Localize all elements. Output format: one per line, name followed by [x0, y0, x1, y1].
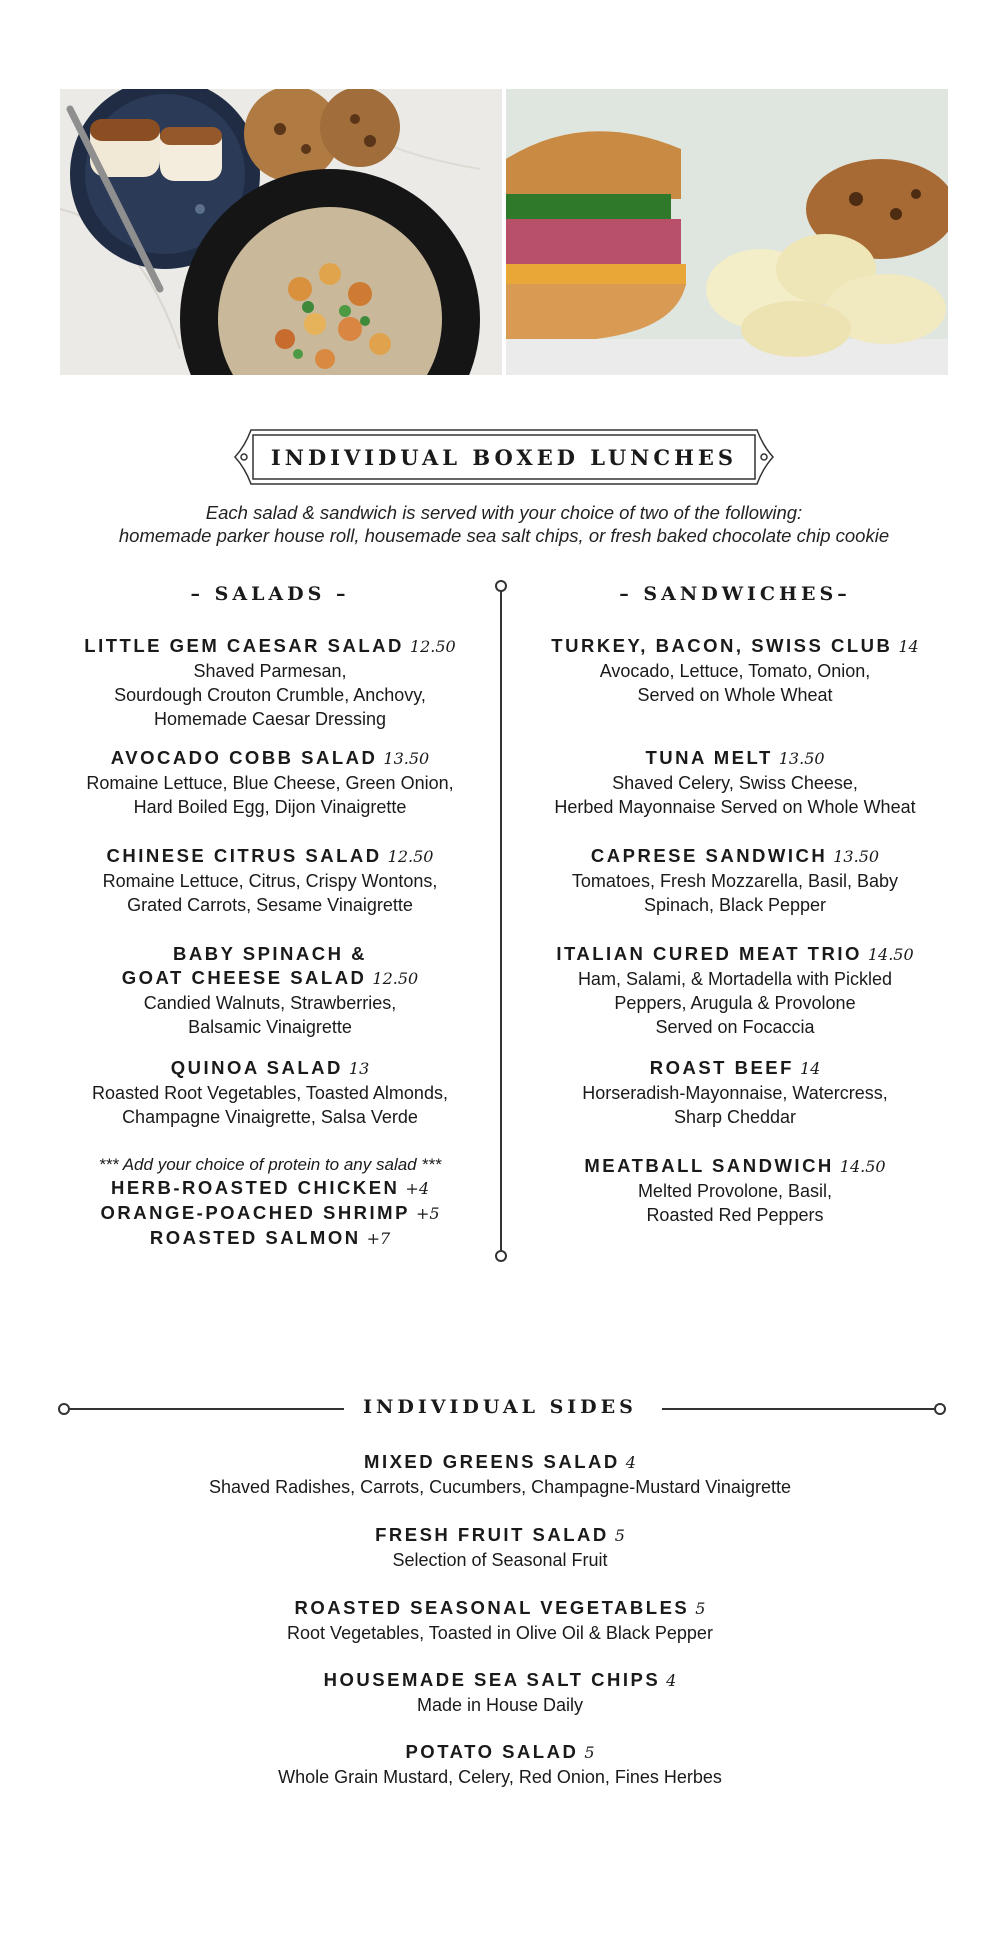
item-title: CHINESE CITRUS SALAD: [106, 845, 382, 866]
item-name: [55, 1056, 485, 1081]
item-desc: Avocado, Lettuce, Tomato, Onion,: [599, 661, 871, 681]
protein-price: +7: [366, 1229, 391, 1248]
sandwiches-heading: – SANDWICHES–: [619, 583, 851, 605]
item-desc: Grated Carrots, Sesame Vinaigrette: [127, 895, 413, 915]
menu-item: [520, 1056, 950, 1129]
item-title: AVOCADO COBB SALAD: [110, 747, 378, 768]
page-title: INDIVIDUAL BOXED LUNCHES: [270, 444, 738, 470]
menu-item: [55, 746, 485, 819]
item-desc: Made in House Daily: [416, 1695, 584, 1715]
item-desc: Roasted Root Vegetables, Toasted Almonds,: [92, 1083, 448, 1103]
item-desc: Root Vegetables, Toasted in Olive Oil & Black Pepper: [287, 1623, 713, 1643]
item-name: [55, 746, 485, 771]
item-desc: Served on Whole Wheat: [637, 685, 833, 705]
item-title: ROAST BEEF: [649, 1057, 794, 1078]
item-price: 14: [799, 1059, 821, 1078]
protein-name: ROASTED SALMON: [149, 1227, 361, 1248]
protein-note: *** Add your choice of protein to any salad ***: [98, 1155, 442, 1174]
item-title: ROASTED SEASONAL VEGETABLES: [294, 1597, 690, 1618]
item-desc: Served on Focaccia: [655, 1017, 815, 1037]
menu-item: [520, 844, 950, 917]
menu-item: [55, 942, 485, 1039]
item-desc: Horseradish-Mayonnaise, Watercress,: [582, 1083, 888, 1103]
divider-top-dot: [495, 580, 507, 592]
item-title: POTATO SALAD: [405, 1741, 579, 1762]
item-title: QUINOA SALAD: [170, 1057, 343, 1078]
item-price: 13.50: [383, 749, 430, 768]
item-name: [520, 634, 950, 659]
item-name: [0, 1523, 1000, 1548]
item-name: [520, 746, 950, 771]
item-desc: Herbed Mayonnaise Served on Whole Wheat: [554, 797, 916, 817]
item-desc: Selection of Seasonal Fruit: [392, 1550, 608, 1570]
item-desc: Roasted Red Peppers: [646, 1205, 824, 1225]
side-item: [0, 1596, 1000, 1645]
item-name: [520, 1056, 950, 1081]
item-price: 4: [625, 1453, 636, 1472]
sides-heading: INDIVIDUAL SIDES: [363, 1396, 637, 1418]
item-desc: Tomatoes, Fresh Mozzarella, Basil, Baby: [571, 871, 899, 891]
item-title: CAPRESE SANDWICH: [590, 845, 828, 866]
item-name: [0, 1668, 1000, 1693]
item-name: [520, 942, 950, 967]
item-price: 14.50: [867, 945, 914, 964]
item-name: [520, 844, 950, 869]
protein-addons: [55, 1154, 485, 1251]
item-desc: Homemade Caesar Dressing: [153, 709, 387, 729]
item-desc: Champagne Vinaigrette, Salsa Verde: [122, 1107, 418, 1127]
protein-price: +4: [405, 1179, 430, 1198]
item-price: 13.50: [778, 749, 825, 768]
menu-item: [55, 844, 485, 917]
item-price: 5: [695, 1599, 706, 1618]
side-item: [0, 1523, 1000, 1572]
item-title: MIXED GREENS SALAD: [364, 1451, 620, 1472]
item-name: [0, 1596, 1000, 1621]
item-title: MEATBALL SANDWICH: [584, 1155, 834, 1176]
item-price: 14: [898, 637, 919, 656]
menu-item: [520, 746, 950, 819]
item-title: TURKEY, BACON, SWISS CLUB: [551, 635, 893, 656]
item-desc: Romaine Lettuce, Blue Cheese, Green Onion,: [86, 773, 454, 793]
item-price: 5: [614, 1526, 625, 1545]
menu-item: [520, 942, 950, 1039]
menu-item: [520, 1154, 950, 1227]
menu-item: [520, 634, 950, 707]
item-name: [0, 1450, 1000, 1475]
side-item: [0, 1450, 1000, 1499]
item-desc: Shaved Celery, Swiss Cheese,: [612, 773, 858, 793]
item-price: 14.50: [839, 1157, 886, 1176]
salads-heading: – SALADS –: [190, 583, 350, 605]
item-desc: Spinach, Black Pepper: [643, 895, 827, 915]
item-desc: Sharp Cheddar: [673, 1107, 797, 1127]
side-item: [0, 1668, 1000, 1717]
item-title: ITALIAN CURED MEAT TRIO: [556, 943, 862, 964]
item-desc: Balsamic Vinaigrette: [188, 1017, 352, 1037]
item-name-line: BABY SPINACH &: [173, 943, 367, 964]
column-divider: [500, 585, 502, 1255]
protein-name: HERB-ROASTED CHICKEN: [110, 1177, 400, 1198]
protein-option: [55, 1176, 485, 1201]
item-price: 13: [348, 1059, 370, 1078]
protein-name: ORANGE-POACHED SHRIMP: [100, 1202, 410, 1223]
item-title: LITTLE GEM CAESAR SALAD: [84, 635, 404, 656]
item-desc: Sourdough Crouton Crumble, Anchovy,: [114, 685, 426, 705]
item-name: [520, 1154, 950, 1179]
item-price: 12.50: [372, 969, 419, 988]
salads-column: [55, 0, 485, 1941]
menu-item: [55, 1056, 485, 1129]
item-price: 4: [666, 1671, 677, 1690]
item-desc: Whole Grain Mustard, Celery, Red Onion, Fines Herbes: [278, 1767, 722, 1787]
item-name: [55, 634, 485, 659]
item-price: 12.50: [409, 637, 456, 656]
side-item: [0, 1740, 1000, 1789]
intro-line: Each salad & sandwich is served with your choice of two of the following:: [205, 502, 803, 523]
protein-price: +5: [415, 1204, 440, 1223]
protein-option: [55, 1201, 485, 1226]
item-desc: Peppers, Arugula & Provolone: [614, 993, 856, 1013]
item-name: [0, 1740, 1000, 1765]
sandwiches-column: [520, 0, 950, 1941]
item-desc: Melted Provolone, Basil,: [637, 1181, 833, 1201]
item-price: 12.50: [387, 847, 434, 866]
item-desc: Shaved Parmesan,: [193, 661, 347, 681]
item-title: TUNA MELT: [645, 747, 773, 768]
divider-bottom-dot: [495, 1250, 507, 1262]
item-title: HOUSEMADE SEA SALT CHIPS: [323, 1669, 661, 1690]
item-desc: Romaine Lettuce, Citrus, Crispy Wontons,: [102, 871, 438, 891]
item-desc: Shaved Radishes, Carrots, Cucumbers, Champagne-Mustard Vinaigrette: [209, 1477, 791, 1497]
item-name: [55, 844, 485, 869]
item-price: 13.50: [833, 847, 880, 866]
item-desc: Ham, Salami, & Mortadella with Pickled: [577, 969, 893, 989]
menu-item: [55, 634, 485, 731]
item-price: 5: [584, 1743, 595, 1762]
item-desc: Hard Boiled Egg, Dijon Vinaigrette: [133, 797, 407, 817]
item-name: [55, 966, 485, 991]
intro-line: homemade parker house roll, housemade sea salt chips, or fresh baked chocolate chip cookie: [118, 525, 890, 546]
item-title: FRESH FRUIT SALAD: [375, 1524, 609, 1545]
item-desc: Candied Walnuts, Strawberries,: [143, 993, 397, 1013]
item-title: GOAT CHEESE SALAD: [121, 967, 367, 988]
protein-option: [55, 1226, 485, 1251]
